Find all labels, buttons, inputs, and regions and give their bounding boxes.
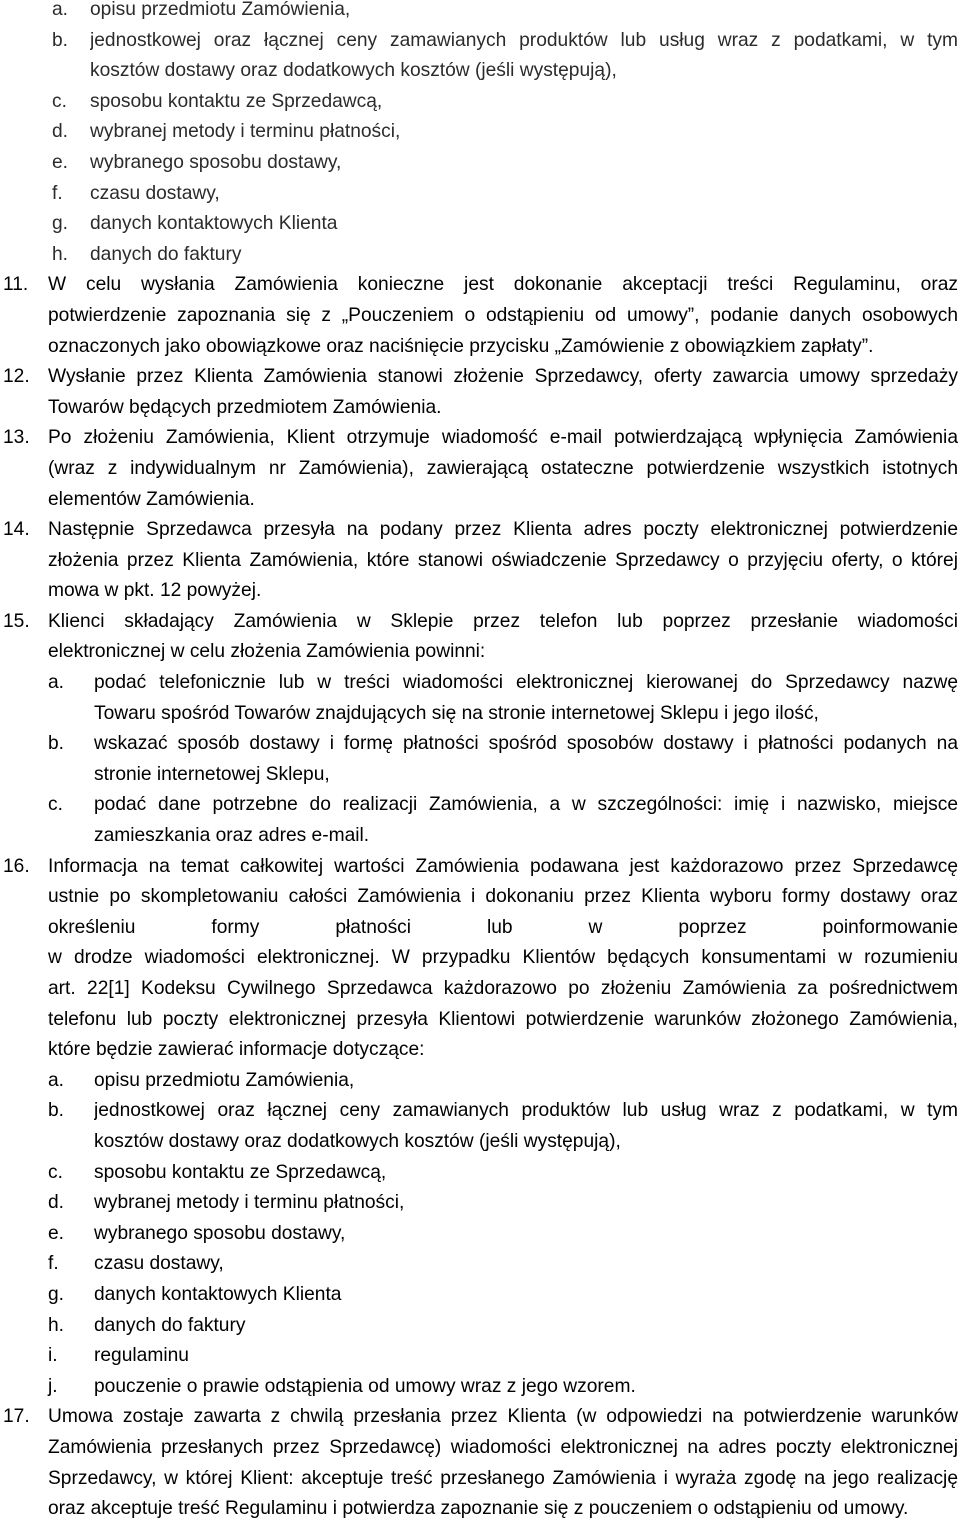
text-line: jednostkowej oraz łącznej ceny zamawianych produktów lub usług wraz z podatkami, w tym: [94, 1100, 958, 1122]
text-line: potwierdzenie zapoznania się z „Pouczeniem o odstąpieniu od umowy”, podanie danych osobowych: [48, 304, 958, 326]
text-line: Towaru spośród Towarów znajdujących się na stronie internetowej Sklepu i jego ilość,: [94, 702, 819, 724]
list-item: [0, 179, 960, 210]
text-line: sposobu kontaktu ze Sprzedawcą,: [94, 1161, 387, 1183]
numbered-item-14: [0, 515, 960, 607]
text-line: jednostkowej oraz łącznej ceny zamawianych produktów lub usług wraz z podatkami, w tym: [90, 29, 958, 51]
text-line: ustnie po skompletowaniu całości Zamówienia i dokonaniu przez Klienta wyboru formy dostawy oraz: [48, 886, 958, 908]
text-line: art. 22[1] Kodeksu Cywilnego Sprzedawca każdorazowo po złożeniu Zamówienia za pośrednictwem: [48, 978, 958, 999]
list-marker: h.: [48, 1314, 65, 1336]
list-item: [0, 148, 960, 179]
text-line: określeniu formy płatności lub w poprzez poinformowanie: [48, 916, 958, 938]
text-line: czasu dostawy,: [94, 1253, 224, 1275]
numbered-item-17: [0, 1402, 960, 1524]
list-marker: a.: [48, 1069, 65, 1091]
text-line: wskazać sposób dostawy i formę płatności spośród sposobów dostawy i płatności podanych na: [94, 733, 958, 755]
text-line: danych do faktury: [94, 1314, 246, 1336]
list-marker: g.: [52, 213, 69, 235]
list-marker: c.: [48, 1161, 63, 1183]
item-number: 15.: [3, 610, 30, 632]
text-line: wybranej metody i terminu płatności,: [90, 121, 401, 143]
list-marker: d.: [52, 121, 69, 143]
sub-list-item: [48, 1249, 958, 1280]
numbered-item-16: [0, 852, 960, 1403]
list-marker: d.: [48, 1192, 65, 1214]
list-item: [0, 26, 960, 87]
text-line: (wraz z indywidualnym nr Zamówienia), zawierającą ostateczne potwierdzenie wszystkich istotnych: [48, 457, 958, 479]
continued-sublist: [0, 0, 960, 270]
text-line: pouczenie o prawie odstąpienia od umowy wraz z jego wzorem.: [94, 1375, 636, 1397]
text-line: stronie internetowej Sklepu,: [94, 763, 330, 785]
item-number: 11.: [3, 274, 29, 296]
numbered-item-15: [0, 607, 960, 852]
list-marker: a.: [48, 672, 65, 694]
text-line: Po złożeniu Zamówienia, Klient otrzymuje wiadomość e-mail potwierdzającą wpłynięcia Zamówienia: [48, 427, 958, 449]
numbered-item-11: [0, 270, 960, 362]
list-item: [0, 209, 960, 240]
sub-list-item: [48, 1219, 958, 1250]
text-line: danych kontaktowych Klienta: [90, 213, 338, 235]
sub-list-item: [48, 729, 958, 790]
text-line: w drodze wiadomości elektronicznej. W przypadku Klientów będących konsumentami w rozumieniu: [48, 947, 958, 969]
sub-list-item: [48, 668, 958, 729]
text-line: W celu wysłania Zamówienia konieczne jest dokonanie akceptacji treści Regulaminu, oraz: [48, 274, 958, 296]
list-marker: b.: [52, 29, 69, 51]
item-number: 13.: [3, 427, 30, 449]
list-marker: a.: [52, 0, 69, 20]
list-marker: e.: [52, 151, 69, 173]
sub-list-item: [48, 1311, 958, 1342]
list-item: [0, 240, 960, 271]
list-marker: f.: [48, 1253, 59, 1275]
text-line: oznaczonych jako obowiązkowe oraz naciśnięcie przycisku „Zamówienie z obowiązkiem zapłaty”.: [48, 335, 874, 357]
sub-list-item: [48, 1188, 958, 1219]
text-line: Umowa zostaje zawarta z chwilą przesłania przez Klienta (w odpowiedzi na potwierdzenie warunków: [48, 1406, 958, 1428]
text-line: mowa w pkt. 12 powyżej.: [48, 580, 262, 602]
list-marker: h.: [52, 243, 69, 265]
text-line: które będzie zawierać informacje dotyczące:: [48, 1039, 425, 1061]
text-line: Informacja na temat całkowitej wartości Zamówienia podawana jest każdorazowo przez Sprzedawcę: [48, 855, 958, 877]
sub-list-item: [48, 1096, 958, 1157]
text-line: podać telefonicznie lub w treści wiadomości elektronicznej kierowanej do Sprzedawcy nazwę: [94, 672, 958, 694]
sub-list-item: [48, 790, 958, 851]
list-marker: e.: [48, 1222, 65, 1244]
text-line: oraz akceptuje treść Regulaminu i potwierdza zapoznanie się z pouczeniem o odstąpieniu od umowy.: [48, 1498, 909, 1520]
text-line: sposobu kontaktu ze Sprzedawcą,: [90, 90, 383, 112]
text-line: złożenia przez Klienta Zamówienia, które stanowi oświadczenie Sprzedawcy o przyjęciu oferty, o której: [48, 549, 958, 571]
list-item: [0, 0, 960, 26]
numbered-item-12: [0, 362, 960, 423]
text-line: danych do faktury: [90, 243, 242, 265]
list-marker: b.: [48, 1100, 65, 1122]
text-line: danych kontaktowych Klienta: [94, 1283, 342, 1305]
text-line: telefonu lub poczty elektronicznej przesyła Klientowi potwierdzenie warunków złożonego Zamówienia,: [48, 1008, 958, 1030]
list-item: [0, 87, 960, 118]
numbered-item-13: [0, 423, 960, 515]
text-line: zamieszkania oraz adres e-mail.: [94, 825, 370, 847]
text-line: czasu dostawy,: [90, 182, 220, 204]
text-line: wybranego sposobu dostawy,: [90, 151, 342, 173]
sub-list-item: [48, 1066, 958, 1097]
list-marker: j.: [48, 1375, 58, 1397]
sub-list-item: [48, 1280, 958, 1311]
list-marker: c.: [52, 90, 67, 112]
text-line: kosztów dostawy oraz dodatkowych kosztów (jeśli występują),: [94, 1130, 621, 1152]
text-line: podać dane potrzebne do realizacji Zamówienia, a w szczególności: imię i nazwisko, miejsce: [94, 794, 958, 816]
list-marker: g.: [48, 1283, 65, 1305]
text-line: Wysłanie przez Klienta Zamówienia stanowi złożenie Sprzedawcy, oferty zawarcia umowy sprzedaży: [48, 366, 958, 388]
sub-list-item: [48, 1158, 958, 1189]
text-line: Sprzedawcy, w której Klient: akceptuje treść przesłanego Zamówienia i wyraża zgodę na jego realizację: [48, 1467, 958, 1489]
item-number: 14.: [3, 519, 30, 541]
text-line: wybranej metody i terminu płatności,: [94, 1192, 405, 1214]
text-line: opisu przedmiotu Zamówienia,: [94, 1069, 355, 1091]
text-line: Towarów będących przedmiotem Zamówienia.: [48, 396, 442, 418]
text-line: opisu przedmiotu Zamówienia,: [90, 0, 351, 20]
sub-list-item: [48, 1372, 958, 1403]
list-item: [0, 117, 960, 148]
text-line: Następnie Sprzedawca przesyła na podany przez Klienta adres poczty elektronicznej potwierdzenie: [48, 519, 958, 541]
item-number: 12.: [3, 366, 30, 388]
text-line: Zamówienia przesłanych przez Sprzedawcę) wiadomości elektronicznej na adres poczty elektronicznej: [48, 1436, 958, 1458]
list-marker: b.: [48, 733, 65, 755]
list-marker: f.: [52, 182, 63, 204]
text-line: wybranego sposobu dostawy,: [94, 1222, 346, 1244]
text-line: Klienci składający Zamówienia w Sklepie przez telefon lub poprzez przesłanie wiadomości: [48, 610, 958, 632]
text-line: regulaminu: [94, 1345, 189, 1367]
list-marker: c.: [48, 794, 63, 816]
item-number: 16.: [3, 855, 30, 877]
text-line: elementów Zamówienia.: [48, 488, 255, 510]
item-number: 17.: [3, 1406, 30, 1428]
text-line: kosztów dostawy oraz dodatkowych kosztów (jeśli występują),: [90, 60, 617, 82]
sub-list-item: [48, 1341, 958, 1372]
list-marker: i.: [48, 1345, 58, 1367]
text-line: elektronicznej w celu złożenia Zamówienia powinni:: [48, 641, 486, 663]
